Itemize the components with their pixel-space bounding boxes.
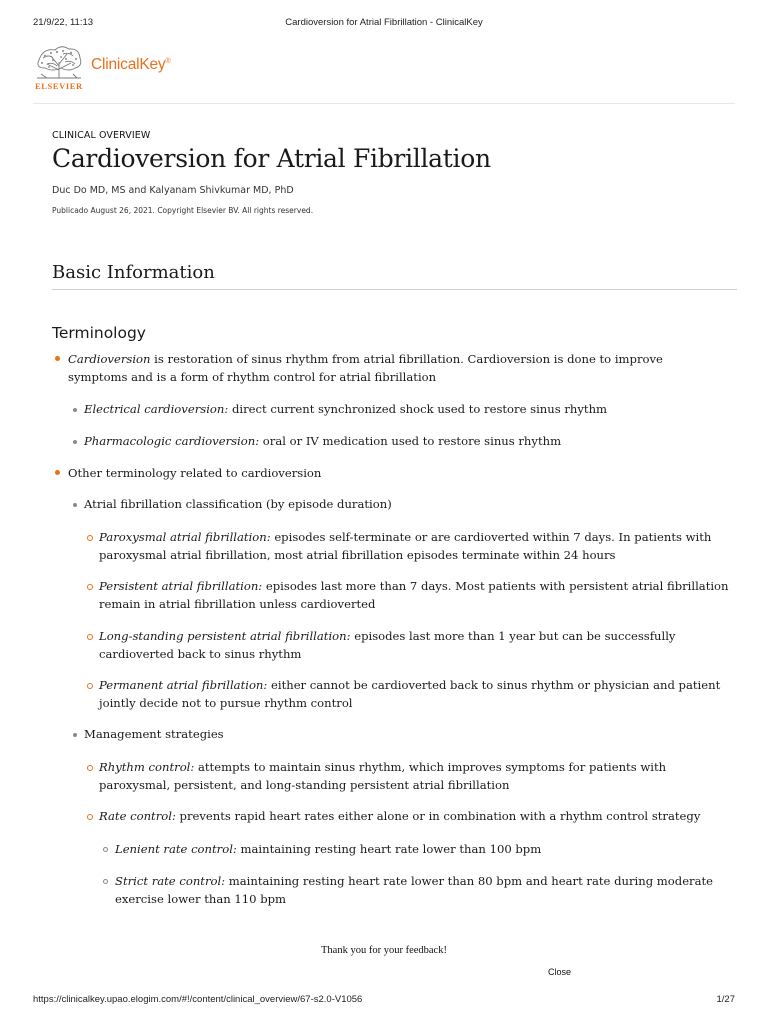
list-item: Strict rate control: maintaining resting heart rate lower than 80 bpm and heart rate during moderate exercise lower than 110 bpm bbox=[115, 874, 714, 906]
section-title: Basic Information bbox=[52, 262, 215, 283]
list-item: Rhythm control: attempts to maintain sinus rhythm, which improves symptoms for patients with paroxysmal, persistent, and long-standing persistent atrial fibrillation bbox=[99, 760, 667, 792]
header-divider bbox=[33, 103, 735, 104]
publisher-name: ELSEVIER bbox=[35, 81, 83, 91]
list-item: Cardioversion is restoration of sinus rhythm from atrial fibrillation. Cardioversion is done to improve symptoms and is a form of rhythm control for atrial fibrillation bbox=[68, 352, 663, 384]
article-title: Cardioversion for Atrial Fibrillation bbox=[52, 144, 491, 173]
subsection-title: Terminology bbox=[52, 324, 146, 342]
list-item: Persistent atrial fibrillation: episodes last more than 7 days. Most patients with persistent atrial fibrillation remain in atrial fibrillation unless cardioverted bbox=[99, 579, 729, 611]
bullet-icon bbox=[73, 408, 77, 412]
bullet-icon bbox=[103, 847, 108, 852]
list-item: Other terminology related to cardioversion bbox=[68, 466, 322, 480]
list-item: Rate control: prevents rapid heart rates either alone or in combination with a rhythm control strategy bbox=[99, 809, 701, 823]
list-item: Permanent atrial fibrillation: either cannot be cardioverted back to sinus rhythm or physician and patient jointly decide not to pursue rhythm control bbox=[99, 678, 721, 710]
feedback-message: Thank you for your feedback! bbox=[321, 945, 447, 956]
elsevier-tree-icon bbox=[33, 44, 85, 80]
bullet-icon bbox=[73, 733, 77, 737]
bullet-icon bbox=[103, 879, 108, 884]
list-item: Lenient rate control: maintaining resting heart rate lower than 100 bpm bbox=[115, 842, 542, 856]
article-type-label: CLINICAL OVERVIEW bbox=[52, 130, 151, 141]
bullet-icon bbox=[87, 765, 93, 771]
bullet-icon bbox=[73, 503, 77, 507]
bullet-icon bbox=[87, 535, 93, 541]
list-item: Atrial fibrillation classification (by episode duration) bbox=[84, 497, 392, 511]
section-divider bbox=[52, 289, 737, 290]
bullet-icon bbox=[87, 634, 93, 640]
close-button[interactable]: Close bbox=[548, 967, 572, 977]
publication-info: Publicado August 26, 2021. Copyright Elsevier BV. All rights reserved. bbox=[52, 206, 314, 215]
list-item: Paroxysmal atrial fibrillation: episodes self-terminate or are cardioverted within 7 days. In patients with paroxysmal atrial fibrillation, most atrial fibrillation episodes terminate within 24 hours bbox=[99, 530, 712, 562]
page-number: 1/27 bbox=[716, 994, 735, 1005]
brand-name: ClinicalKey® bbox=[91, 56, 171, 73]
clinicalkey-logo[interactable] bbox=[33, 44, 213, 92]
print-header bbox=[33, 17, 735, 29]
print-datetime: 21/9/22, 11:13 bbox=[33, 17, 94, 28]
bullet-icon bbox=[87, 814, 93, 820]
print-page-title: Cardioversion for Atrial Fibrillation - ClinicalKey bbox=[285, 17, 483, 28]
bullet-icon bbox=[87, 683, 93, 689]
bullet-icon bbox=[55, 470, 60, 475]
bullet-icon bbox=[87, 584, 93, 590]
print-footer bbox=[33, 994, 735, 1006]
page-url: https://clinicalkey.upao.elogim.com/#!/content/clinical_overview/67-s2.0-V1056 bbox=[33, 994, 363, 1005]
bullet-icon bbox=[73, 440, 77, 444]
list-item: Electrical cardioversion: direct current synchronized shock used to restore sinus rhythm bbox=[84, 402, 608, 416]
list-item: Long-standing persistent atrial fibrillation: episodes last more than 1 year but can be successfully cardioverted back to sinus rhythm bbox=[99, 629, 676, 661]
list-item: Management strategies bbox=[84, 727, 224, 741]
list-item: Pharmacologic cardioversion: oral or IV medication used to restore sinus rhythm bbox=[84, 434, 562, 448]
bullet-icon bbox=[55, 356, 60, 361]
article-authors: Duc Do MD, MS and Kalyanam Shivkumar MD, PhD bbox=[52, 185, 294, 196]
